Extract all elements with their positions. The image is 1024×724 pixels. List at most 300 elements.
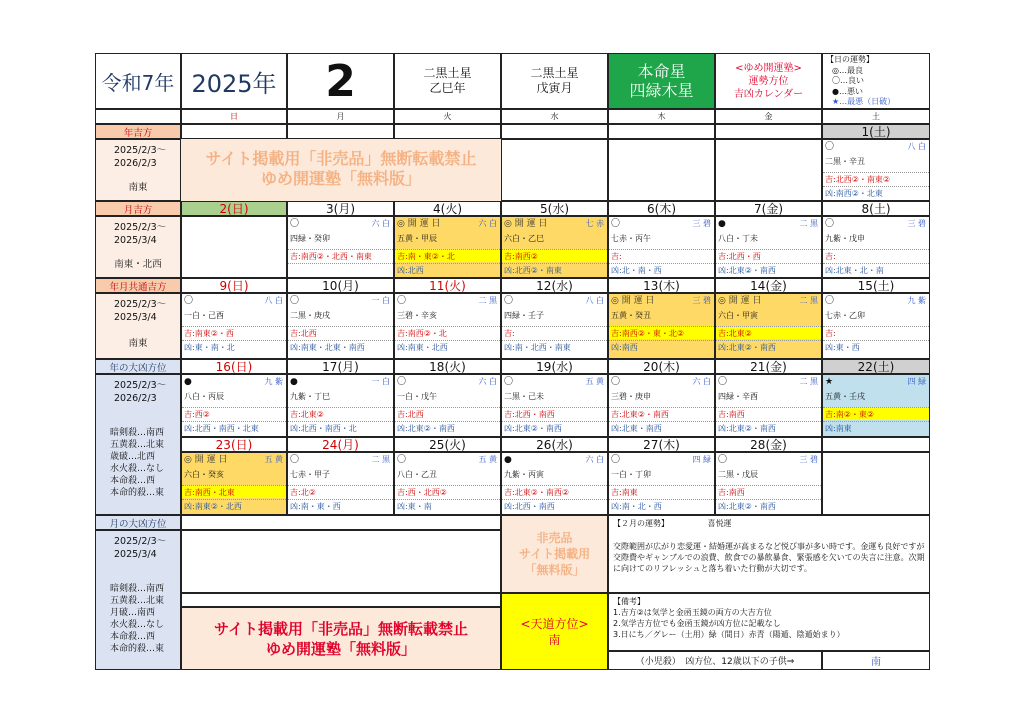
day-star: 三 碧 xyxy=(799,455,818,464)
legend-good: 〇…良い xyxy=(832,76,864,85)
calendar-title: <ゆめ開運塾> xyxy=(735,62,802,74)
date-label xyxy=(608,437,715,452)
month-bad-label-text: 月の大凶方位 xyxy=(109,518,167,530)
month-good-label-text: 月吉方 xyxy=(123,204,153,216)
honmei-cell xyxy=(608,53,715,109)
day-good-dir: 吉:南・東②・北 xyxy=(395,249,500,262)
date-text: 4(火) xyxy=(433,202,462,216)
watermark-mid-line2: サイト掲載用 xyxy=(518,547,591,561)
date-label xyxy=(608,201,715,216)
common-dir: 南東 xyxy=(128,338,148,349)
day-kanshi: 四緑・辛酉 xyxy=(718,392,758,401)
day-good-dir: 吉:南東②・西 xyxy=(182,326,286,339)
year-good-dir: 南東 xyxy=(128,182,148,193)
day-star: 八 白 xyxy=(585,296,604,305)
day-good-dir: 吉: xyxy=(609,249,714,262)
day-cell[interactable] xyxy=(181,452,287,515)
day-star: 二 黒 xyxy=(478,296,497,305)
empty-date-cell xyxy=(501,124,608,139)
month-star-bottom: 戊寅月 xyxy=(536,81,573,95)
day-kanshi: 二黒・己未 xyxy=(504,392,544,401)
common-range: 2025/2/3～ 2025/3/4 xyxy=(114,299,167,323)
legend-best: ◎…最良 xyxy=(832,65,863,75)
date-label xyxy=(181,359,287,374)
legend-bad: ●…悪い xyxy=(832,86,863,96)
day-star: 六 白 xyxy=(478,219,497,228)
day-good-dir: 吉:南西 xyxy=(716,407,821,420)
watermark-top xyxy=(181,143,501,195)
notes-line1: 1.吉方②は気学と金函玉鏡の両方の大吉方位 xyxy=(613,608,772,617)
day-bad-dir: 凶:北東・北・南 xyxy=(823,263,929,276)
day-good-dir: 吉:南西② xyxy=(502,249,607,262)
weekday-label: 火 xyxy=(443,112,452,121)
notes-line3: 3.日にち／グレー（土用）緑（間日）赤青（陽遁、陰遁始まり） xyxy=(613,630,845,639)
year-good-range-cell xyxy=(95,139,181,201)
date-label xyxy=(287,359,394,374)
day-kanshi: 三碧・辛亥 xyxy=(397,311,437,320)
day-kanshi: 九紫・戊申 xyxy=(825,234,865,243)
day-mark: 〇 xyxy=(718,455,728,465)
year-bad-range: 2025/2/3～ 2026/2/3 xyxy=(114,380,167,404)
watermark-bot xyxy=(181,611,501,667)
month-star-top: 二黒土星 xyxy=(530,66,579,80)
legend-title: 【日の運勢】 xyxy=(826,55,874,64)
date-text: 8(土) xyxy=(861,202,891,216)
day-kanshi: 七赤・甲子 xyxy=(290,470,330,479)
day-mark: 〇 xyxy=(184,296,194,306)
date-text: 17(月) xyxy=(322,360,359,374)
notes-title: 【備考】 xyxy=(613,597,645,606)
calendar-sub2: 吉凶カレンダー xyxy=(733,88,804,100)
date-text: 9(日) xyxy=(219,279,249,293)
day-bad-dir: 凶:南東・北西 xyxy=(395,340,500,353)
common-range-cell xyxy=(95,293,181,359)
day-kanshi: 五黄・癸丑 xyxy=(611,311,651,320)
day-bad-dir: 凶:北東②・南西 xyxy=(716,421,821,434)
notes-cell xyxy=(608,593,930,651)
day-good-dir: 吉:南西②・北 xyxy=(395,326,500,339)
date-label xyxy=(181,437,287,452)
day-mark: ★ xyxy=(825,377,834,387)
date-label xyxy=(608,359,715,374)
day-bad-dir: 凶:北東②・南西 xyxy=(716,499,821,512)
day-cell[interactable] xyxy=(822,374,930,437)
era-text: 令和7年 xyxy=(101,70,175,95)
day-star: 五 黄 xyxy=(264,455,283,464)
day-bad-dir: 凶:北西・南西・北 xyxy=(288,421,393,434)
day-good-dir: 吉: xyxy=(823,249,929,262)
fortune-title: 【２月の運勢】 xyxy=(613,519,669,528)
common-label-text: 年月共通吉方 xyxy=(109,281,167,293)
watermark-bot-line1: サイト掲載用「非売品」無断転載禁止 xyxy=(214,620,468,638)
date-label xyxy=(501,278,608,293)
day-kanshi: 九紫・丙寅 xyxy=(504,470,544,479)
date-label xyxy=(822,124,930,139)
date-text: 18(火) xyxy=(429,360,466,374)
date-label xyxy=(287,201,394,216)
day-cell[interactable] xyxy=(394,293,501,359)
month-bad-item: 暗剣殺…南西 xyxy=(110,584,165,594)
weekday-label: 金 xyxy=(764,112,773,121)
date-label xyxy=(501,437,608,452)
date-label xyxy=(181,201,287,216)
day-mark: 〇 xyxy=(611,219,621,229)
day-mark: ◎ 開 運 日 xyxy=(504,219,548,229)
day-cell[interactable] xyxy=(822,293,930,359)
honmei-bottom: 四緑木星 xyxy=(629,81,694,100)
day-bad-dir: 凶:南東・北東・南西 xyxy=(288,340,393,353)
weekday-0 xyxy=(181,109,287,124)
day-good-dir: 吉:南②・東② xyxy=(823,407,929,420)
date-text: 24(月) xyxy=(322,438,359,452)
watermark-top-line1: サイト掲載用「非売品」無断転載禁止 xyxy=(205,149,477,168)
empty-day-cell xyxy=(822,452,930,515)
watermark-top-line2: ゆめ開運塾「無料版」 xyxy=(260,169,421,188)
day-kanshi: 二黒・戊辰 xyxy=(718,470,758,479)
day-star: 八 白 xyxy=(907,142,926,151)
date-label xyxy=(822,359,930,374)
date-text: 27(木) xyxy=(643,438,680,452)
day-bad-dir: 凶:東・南・北 xyxy=(182,340,286,353)
day-mark: 〇 xyxy=(825,296,835,306)
honmei-top: 本命星 xyxy=(637,62,686,81)
day-bad-dir: 凶:南・東・西 xyxy=(288,499,393,512)
year-good-range: 2025/2/3～ 2026/2/3 xyxy=(114,145,167,169)
day-kanshi: 九紫・丁巳 xyxy=(290,392,330,401)
date-label xyxy=(715,437,822,452)
date-text: 3(月) xyxy=(326,202,355,216)
day-cell[interactable] xyxy=(501,374,608,437)
day-good-dir: 吉:北② xyxy=(288,485,393,498)
weekday-spacer xyxy=(95,109,181,124)
empty-day-cell xyxy=(822,437,930,452)
year-cell xyxy=(181,53,287,109)
date-text: 13(木) xyxy=(643,279,680,293)
day-bad-dir: 凶:南・北西・南東 xyxy=(502,340,607,353)
day-bad-dir: 凶:北東②・南西 xyxy=(502,421,607,434)
day-kanshi: 八白・丁未 xyxy=(718,234,758,243)
day-mark: ◎ 開 運 日 xyxy=(718,296,762,306)
day-mark: 〇 xyxy=(397,377,407,387)
date-label xyxy=(822,278,930,293)
day-cell[interactable] xyxy=(501,452,608,515)
date-label xyxy=(181,278,287,293)
date-text: 5(水) xyxy=(540,202,569,216)
month-good-dir: 南東・北西 xyxy=(114,259,162,270)
day-cell[interactable] xyxy=(181,216,287,278)
year-bad-item: 本命殺…西 xyxy=(110,476,156,486)
day-bad-dir: 凶:南・北・西 xyxy=(609,499,714,512)
day-mark: ● xyxy=(290,377,298,387)
date-label xyxy=(608,278,715,293)
date-text: 26(水) xyxy=(536,438,573,452)
day-good-dir: 吉:南西②・東・北② xyxy=(609,326,714,339)
weekday-1 xyxy=(287,109,394,124)
date-text: 2(日) xyxy=(219,202,249,216)
day-mark: 〇 xyxy=(611,455,621,465)
month-good-range: 2025/2/3～ 2025/3/4 xyxy=(114,222,167,246)
date-label xyxy=(715,278,822,293)
empty-date-cell xyxy=(181,124,287,139)
child-label: （小児殺） 凶方位、12歳以下の子供⇒ xyxy=(635,657,795,667)
month-bad-item: 五黄殺…北東 xyxy=(110,596,165,606)
day-good-dir: 吉:北西・西 xyxy=(716,249,821,262)
watermark-mid-line3: 「無料版」 xyxy=(524,563,585,577)
day-star: 三 碧 xyxy=(692,219,711,228)
day-kanshi: 四緑・癸卯 xyxy=(290,234,330,243)
day-star: 三 碧 xyxy=(692,296,711,305)
day-good-dir: 吉:北西・南西 xyxy=(502,407,607,420)
day-bad-dir xyxy=(288,263,393,276)
date-text: 23(日) xyxy=(215,438,253,452)
day-good-dir: 吉:北西②・南東② xyxy=(823,172,929,185)
empty-date-cell xyxy=(608,124,715,139)
day-kanshi: 一白・丁卯 xyxy=(611,470,651,479)
month-number: 2 xyxy=(325,55,356,107)
day-mark: 〇 xyxy=(397,455,407,465)
watermark-mid xyxy=(501,518,608,590)
day-cell[interactable] xyxy=(715,216,822,278)
weekday-6 xyxy=(822,109,930,124)
day-bad-dir: 凶:北西 xyxy=(395,263,500,276)
date-text: 12(水) xyxy=(536,279,573,293)
date-label xyxy=(394,201,501,216)
day-mark: ● xyxy=(504,455,512,465)
day-kanshi: 六白・癸亥 xyxy=(184,470,224,479)
date-text: 1(土) xyxy=(861,125,891,139)
day-cell[interactable] xyxy=(394,216,501,278)
year-bad-item: 暗剣殺…南西 xyxy=(110,428,165,438)
day-cell[interactable] xyxy=(394,374,501,437)
day-star: 六 白 xyxy=(478,377,497,386)
year-text: 2025年 xyxy=(191,69,277,98)
day-cell[interactable] xyxy=(501,216,608,278)
day-cell[interactable] xyxy=(715,293,822,359)
day-good-dir: 吉:北東② xyxy=(288,407,393,420)
day-cell[interactable] xyxy=(715,374,822,437)
date-label xyxy=(287,437,394,452)
day-mark: ● xyxy=(184,377,192,387)
month-bad-item: 本命的殺…東 xyxy=(110,644,165,654)
day-good-dir: 吉: xyxy=(823,326,929,339)
day-cell[interactable] xyxy=(608,374,715,437)
fortune-body: 交際範囲が広がり恋愛運・結婚運が高まるなど悦び事が多い時です。金運も良好ですが交際費やギャンブルでの浪費、飲食での暴飲暴食、緊張感を欠いての失言に注意。次期に向けてのリフレッシュと落ち着いた行動が大切です。 xyxy=(613,542,925,573)
watermark-mid-line1: 非売品 xyxy=(536,531,573,545)
day-bad-dir: 凶:北西・南西・北東 xyxy=(182,421,286,434)
month-cell xyxy=(287,53,394,109)
weekday-3 xyxy=(501,109,608,124)
weekday-label: 土 xyxy=(872,112,880,121)
year-bad-cell xyxy=(95,374,181,515)
year-bad-item: 歳破…北西 xyxy=(110,452,156,462)
day-mark: ◎ 開 運 日 xyxy=(397,219,441,229)
day-cell[interactable] xyxy=(287,216,394,278)
month-bad-label xyxy=(95,515,181,530)
watermark-bot-line2: ゆめ開運塾「無料版」 xyxy=(265,640,416,658)
day-mark: 〇 xyxy=(611,377,621,387)
day-cell[interactable] xyxy=(822,216,930,278)
day-kanshi: 一白・戊午 xyxy=(397,392,437,401)
day-bad-dir: 凶:東・南 xyxy=(395,499,500,512)
day-bad-dir: 凶:南東 xyxy=(823,421,929,434)
day-mark: 〇 xyxy=(825,142,835,152)
day-bad-dir: 凶:北東・南西 xyxy=(609,421,714,434)
empty-day-cell xyxy=(715,139,822,201)
weekday-5 xyxy=(715,109,822,124)
day-star: 五 黄 xyxy=(585,377,604,386)
day-bad-dir: 凶:南東②・北西 xyxy=(182,499,286,512)
day-kanshi: 五黄・甲辰 xyxy=(397,234,437,243)
month-bad-cell xyxy=(95,530,181,670)
day-star: 二 黒 xyxy=(799,219,818,228)
day-kanshi: 一白・己酉 xyxy=(184,311,224,320)
day-star: 三 碧 xyxy=(907,219,926,228)
day-bad-dir: 凶:北東②・南西 xyxy=(716,263,821,276)
empty-day-cell xyxy=(608,139,715,201)
day-kanshi: 七赤・丙午 xyxy=(611,234,651,243)
date-label xyxy=(394,359,501,374)
tendou-dir: 南 xyxy=(548,632,561,647)
weekday-label: 水 xyxy=(550,112,559,121)
calendar-sub1: 運勢方位 xyxy=(748,75,789,87)
tendou-cell xyxy=(501,593,608,670)
day-kanshi: 二黒・庚戌 xyxy=(290,311,330,320)
day-cell[interactable] xyxy=(608,293,715,359)
date-text: 7(金) xyxy=(754,202,783,216)
date-text: 25(火) xyxy=(429,438,466,452)
day-kanshi: 六白・乙巳 xyxy=(504,234,544,243)
day-cell[interactable] xyxy=(181,293,287,359)
date-text: 15(土) xyxy=(857,279,895,293)
day-bad-dir: 凶:北西・南西 xyxy=(502,499,607,512)
month-bad-empty-row xyxy=(181,515,501,530)
day-mark: 〇 xyxy=(290,455,300,465)
date-label xyxy=(394,437,501,452)
day-kanshi: 七赤・乙卯 xyxy=(825,311,865,320)
day-good-dir: 吉:南西②・北西・南東 xyxy=(288,249,393,262)
date-text: 28(金) xyxy=(750,438,787,452)
date-label xyxy=(394,278,501,293)
year-star-top: 二黒土星 xyxy=(423,66,472,80)
year-star-cell xyxy=(394,53,501,109)
day-mark: 〇 xyxy=(290,296,300,306)
day-cell[interactable] xyxy=(608,452,715,515)
day-good-dir: 吉:西・北西② xyxy=(395,485,500,498)
day-bad-dir: 凶:北東②・南西 xyxy=(395,421,500,434)
day-cell[interactable] xyxy=(287,374,394,437)
day-good-dir: 吉:北東②・南西 xyxy=(609,407,714,420)
day-cell[interactable] xyxy=(394,452,501,515)
day-cell[interactable] xyxy=(287,293,394,359)
date-label xyxy=(822,201,930,216)
year-bad-item: 本命的殺…東 xyxy=(110,488,165,498)
day-cell[interactable] xyxy=(822,139,930,201)
date-text: 11(火) xyxy=(429,279,466,293)
bottom-spacer-row xyxy=(181,593,501,607)
day-star: 二 黒 xyxy=(799,377,818,386)
month-bad-item: 本命殺…西 xyxy=(110,632,156,642)
day-good-dir: 吉: xyxy=(502,326,607,339)
day-bad-dir: 凶:北西②・南東 xyxy=(502,263,607,276)
day-star: 二 黒 xyxy=(371,455,390,464)
day-cell[interactable] xyxy=(715,452,822,515)
day-good-dir: 吉:北西 xyxy=(288,326,393,339)
day-mark: ● xyxy=(718,219,726,229)
year-bad-label-text: 年の大凶方位 xyxy=(109,362,167,374)
day-good-dir: 吉:西② xyxy=(182,407,286,420)
child-dir-cell xyxy=(822,651,930,670)
day-good-dir: 吉:南西 xyxy=(716,485,821,498)
bottom-wide-empty xyxy=(181,530,501,593)
calendar xyxy=(95,53,930,670)
date-text: 14(金) xyxy=(750,279,787,293)
date-label xyxy=(501,359,608,374)
year-good-label-text: 年吉方 xyxy=(123,127,153,139)
day-star: 四 緑 xyxy=(692,455,711,464)
day-star: 七 赤 xyxy=(585,219,604,228)
day-mark: 〇 xyxy=(397,296,407,306)
calendar-title-cell xyxy=(715,53,822,109)
day-bad-dir: 凶:南西 xyxy=(609,340,714,353)
month-bad-item: 月破…南西 xyxy=(110,608,156,618)
day-mark: ◎ 開 運 日 xyxy=(184,455,228,465)
weekday-label: 月 xyxy=(336,112,345,121)
day-star: 四 緑 xyxy=(907,377,926,386)
month-good-label xyxy=(95,201,181,216)
day-good-dir: 吉:北東②・南西② xyxy=(502,485,607,498)
day-mark: 〇 xyxy=(718,377,728,387)
year-good-label xyxy=(95,124,181,139)
date-text: 22(土) xyxy=(857,360,895,374)
day-good-dir: 吉:南東 xyxy=(609,485,714,498)
day-kanshi: 五黄・壬戌 xyxy=(825,392,865,401)
year-bad-item: 五黄殺…北東 xyxy=(110,440,165,450)
day-star: 九 紫 xyxy=(264,377,283,386)
date-label xyxy=(715,359,822,374)
date-text: 10(月) xyxy=(322,279,359,293)
fortune-keyword: 喜悦運 xyxy=(707,519,732,528)
day-bad-dir: 凶:北東②・南西 xyxy=(716,340,821,353)
era-cell xyxy=(95,53,181,109)
day-cell[interactable] xyxy=(608,216,715,278)
empty-date-cell xyxy=(287,124,394,139)
child-dir: 南 xyxy=(871,657,881,668)
day-kanshi: 八白・乙丑 xyxy=(397,470,437,479)
date-label xyxy=(287,278,394,293)
day-cell[interactable] xyxy=(287,452,394,515)
month-bad-range: 2025/2/3～ 2025/3/4 xyxy=(114,536,167,560)
empty-date-cell xyxy=(394,124,501,139)
day-cell[interactable] xyxy=(501,293,608,359)
date-label xyxy=(501,201,608,216)
year-bad-label xyxy=(95,359,181,374)
day-mark: 〇 xyxy=(504,296,514,306)
weekday-label: 日 xyxy=(230,112,238,121)
weekday-4 xyxy=(608,109,715,124)
day-kanshi: 二黒・辛丑 xyxy=(825,157,865,166)
child-label-cell xyxy=(608,651,822,670)
year-star-bottom: 乙巳年 xyxy=(429,81,466,95)
legend-worst: ★…最悪（日破） xyxy=(832,97,896,106)
day-cell[interactable] xyxy=(181,374,287,437)
day-good-dir: 吉:北東② xyxy=(716,326,821,339)
day-bad-dir: 凶:南西②・北東 xyxy=(823,186,929,199)
day-mark: ◎ 開 運 日 xyxy=(611,296,655,306)
day-star: 五 黄 xyxy=(478,455,497,464)
day-star: 九 紫 xyxy=(907,296,926,305)
date-text: 20(木) xyxy=(643,360,680,374)
day-star: 八 白 xyxy=(264,296,283,305)
